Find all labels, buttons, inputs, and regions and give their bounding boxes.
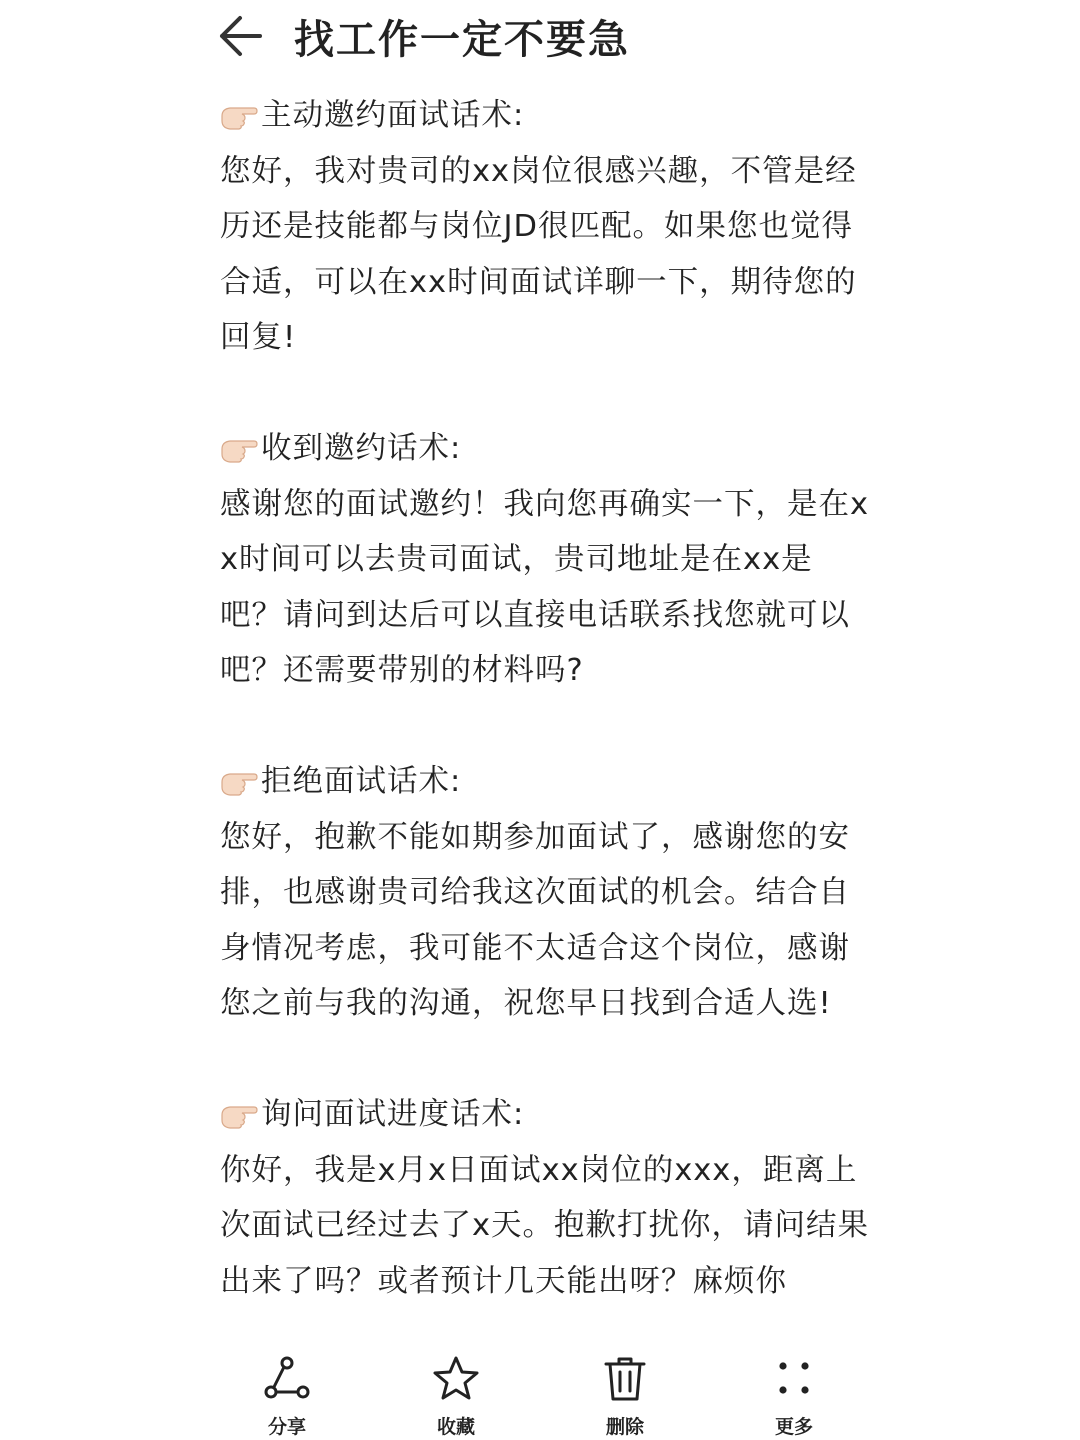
pointing-hand-icon — [220, 427, 258, 457]
star-icon — [431, 1354, 481, 1404]
trash-icon — [600, 1354, 650, 1404]
note-content — [220, 88, 870, 1336]
share-label: 分享 — [267, 1416, 306, 1438]
section-heading: 拒绝面试话术: — [261, 764, 462, 799]
delete-button[interactable] — [570, 1354, 680, 1438]
more-label: 更多 — [774, 1416, 813, 1438]
bottom-action-bar — [0, 1336, 1080, 1440]
section-heading: 询问面试进度话术: — [261, 1097, 525, 1132]
section-decline-interview — [220, 754, 870, 1032]
favorite-label: 收藏 — [436, 1416, 475, 1438]
page-title: 找工作一定不要急 — [294, 17, 630, 63]
share-icon — [262, 1354, 312, 1404]
more-button[interactable] — [739, 1354, 849, 1438]
pointing-hand-icon — [220, 1093, 258, 1123]
section-heading: 收到邀约话术: — [261, 431, 462, 466]
delete-label: 删除 — [605, 1416, 644, 1438]
pointing-hand-icon — [220, 94, 258, 124]
section-body: 感谢您的面试邀约！我向您再确实一下，是在xx时间可以去贵司面试，贵司地址是在xx是吧？请问到达后可以直接电话联系找您就可以吧？还需要带别的材料吗? — [220, 486, 870, 688]
top-bar — [0, 0, 1080, 80]
section-body: 您好，我对贵司的xx岗位很感兴趣，不管是经历还是技能都与岗位JD很匹配。如果您也觉得合适，可以在xx时间面试详聊一下，期待您的回复! — [220, 153, 857, 355]
section-proactive-invite — [220, 88, 870, 366]
section-receive-invite — [220, 421, 870, 699]
pointing-hand-icon — [220, 760, 258, 790]
section-body: 你好，我是x月x日面试xx岗位的xxx，距离上次面试已经过去了x天。抱歉打扰你，请问结果出来了吗？或者预计几天能出呀？麻烦你 — [220, 1152, 870, 1299]
share-button[interactable] — [232, 1354, 342, 1438]
arrow-left-icon — [214, 10, 270, 62]
favorite-button[interactable] — [401, 1354, 511, 1438]
section-heading: 主动邀约面试话术: — [261, 98, 525, 133]
more-dots-icon — [769, 1354, 819, 1404]
section-ask-progress — [220, 1087, 870, 1309]
section-body: 您好，抱歉不能如期参加面试了，感谢您的安排，也感谢贵司给我这次面试的机会。结合自身情况考虑，我可能不太适合这个岗位，感谢您之前与我的沟通，祝您早日找到合适人选! — [220, 819, 850, 1021]
back-button[interactable] — [214, 10, 270, 62]
